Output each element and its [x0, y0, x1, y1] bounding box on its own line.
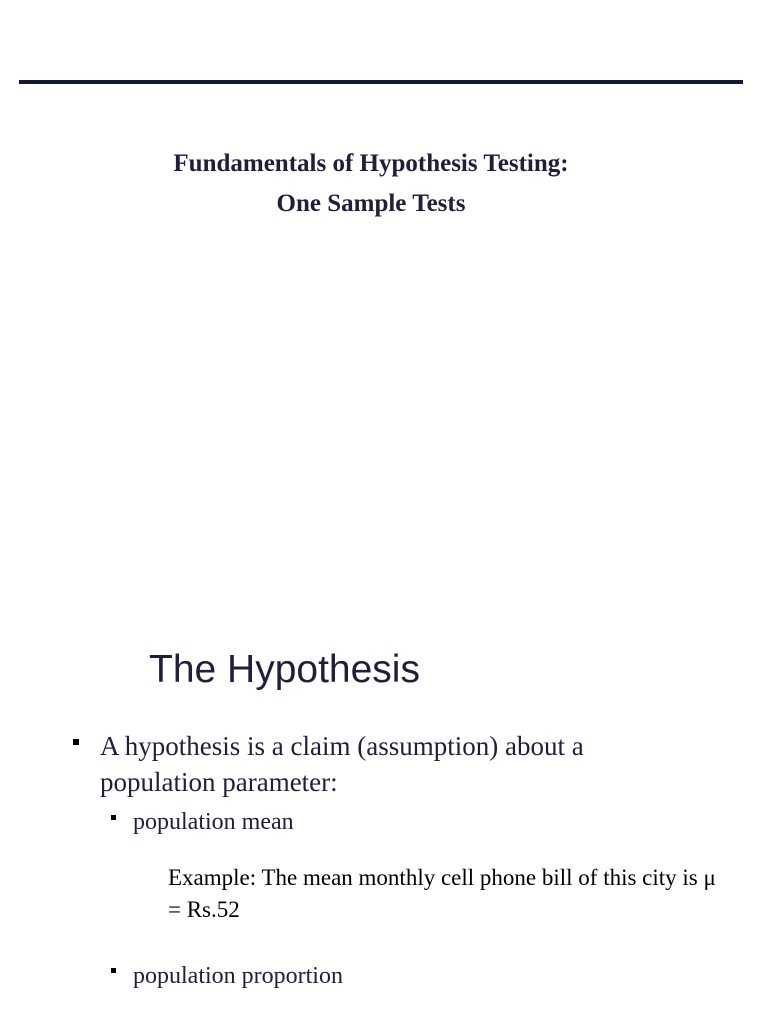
- bullet-marker-icon: [73, 739, 79, 745]
- cover-title-line-1: Fundamentals of Hypothesis Testing:: [173, 150, 569, 177]
- sub-bullet-population-mean: population mean: [133, 809, 294, 835]
- cover-title: [0, 144, 742, 224]
- sub-bullet-marker-icon: [111, 815, 116, 820]
- sub-bullet-marker-icon: [111, 968, 116, 973]
- header-rule: [19, 80, 743, 84]
- bullet-hypothesis-definition: A hypothesis is a claim (assumption) about a population parameter:: [100, 731, 584, 797]
- slide-heading: The Hypothesis: [149, 648, 420, 691]
- cover-title-line-2: One Sample Tests: [276, 190, 466, 217]
- example-text: Example: The mean monthly cell phone bill of this city is μ = Rs.52: [168, 865, 716, 922]
- sub-bullet-population-proportion: population proportion: [133, 963, 343, 989]
